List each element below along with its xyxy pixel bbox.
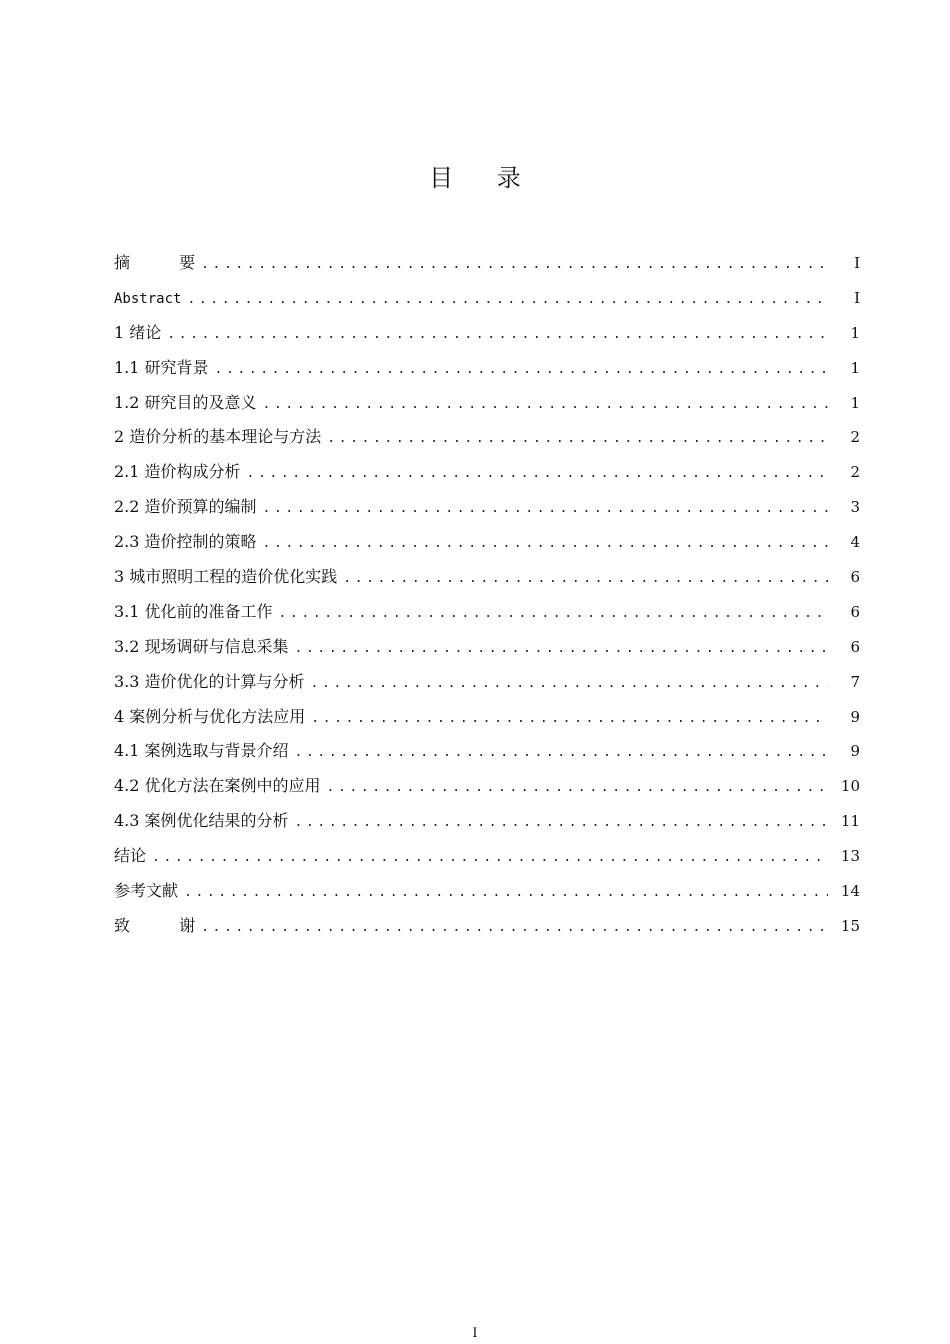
toc-entry-page: 15 <box>840 916 860 935</box>
toc-entry-section-3-1[interactable] <box>114 595 860 630</box>
toc-entry-label: 3.3 造价优化的计算与分析 <box>114 671 305 691</box>
toc-dot-leader <box>247 457 828 492</box>
toc-entry-page: 4 <box>850 533 860 552</box>
toc-entry-label: 1.1 研究背景 <box>114 357 209 377</box>
toc-entry-page: 9 <box>850 707 860 726</box>
toc-entry-label: 致 谢 <box>114 915 218 935</box>
toc-dot-leader <box>201 911 828 946</box>
toc-dot-leader <box>263 492 828 527</box>
toc-entry-section-4-3[interactable] <box>114 804 860 839</box>
toc-entry-label: 参考文献 <box>114 881 179 901</box>
toc-entry-section-2-3[interactable] <box>114 525 860 560</box>
toc-entry-abstract-en[interactable] <box>114 281 860 316</box>
toc-entry-chapter-4[interactable] <box>114 700 860 735</box>
toc-dot-leader <box>152 841 828 876</box>
toc-dot-leader <box>279 597 828 632</box>
toc-entry-label: 4.1 案例选取与背景介绍 <box>114 741 289 761</box>
toc-dot-leader <box>167 318 828 353</box>
page-title: 目 录 <box>429 164 539 192</box>
toc-entry-page: 11 <box>840 812 860 831</box>
toc-entry-section-4-2[interactable] <box>114 769 860 804</box>
toc-dot-leader <box>295 736 828 771</box>
toc-entry-page: 1 <box>850 358 860 377</box>
toc-entry-label: 4.2 优化方法在案例中的应用 <box>114 776 321 796</box>
toc-entry-label: Abstract <box>114 290 182 307</box>
toc-entry-chapter-3[interactable] <box>114 560 860 595</box>
toc-entry-label: 2.1 造价构成分析 <box>114 462 241 482</box>
toc-entry-references[interactable] <box>114 874 860 909</box>
toc-entry-section-4-1[interactable] <box>114 734 860 769</box>
toc-dot-leader <box>311 667 828 702</box>
toc-entry-label: 摘 要 <box>114 253 218 272</box>
toc-dot-leader <box>327 771 828 806</box>
toc-entry-label: 4.3 案例优化结果的分析 <box>114 811 289 831</box>
toc-entry-section-1-2[interactable] <box>114 386 860 421</box>
toc-dot-leader <box>215 353 828 388</box>
toc-entry-page: 7 <box>850 672 860 691</box>
toc-dot-leader <box>184 876 828 911</box>
toc-entry-section-2-1[interactable] <box>114 455 860 490</box>
toc-entry-label: 2 造价分析的基本理论与方法 <box>114 427 322 447</box>
toc-entry-section-1-1[interactable] <box>114 351 860 386</box>
toc-dot-leader <box>295 632 828 667</box>
toc-dot-leader <box>295 806 828 841</box>
toc-entry-label: 3.1 优化前的准备工作 <box>114 601 273 621</box>
toc-entry-label: 4 案例分析与优化方法应用 <box>114 706 306 726</box>
toc-entry-page: I <box>854 288 860 307</box>
toc-entry-chapter-2[interactable] <box>114 420 860 455</box>
table-of-contents <box>114 246 860 944</box>
toc-entry-page: 1 <box>850 393 860 412</box>
toc-entry-label: 结论 <box>114 846 147 866</box>
toc-entry-section-3-2[interactable] <box>114 630 860 665</box>
toc-entry-page: 9 <box>850 742 860 761</box>
toc-entry-label: 1.2 研究目的及意义 <box>114 392 257 412</box>
toc-entry-section-2-2[interactable] <box>114 490 860 525</box>
toc-entry-section-3-3[interactable] <box>114 665 860 700</box>
toc-entry-acknowledgements[interactable] <box>114 909 860 944</box>
toc-entry-page: I <box>854 254 860 272</box>
toc-dot-leader <box>263 527 828 562</box>
toc-entry-abstract-cn[interactable] <box>114 246 860 281</box>
toc-entry-chapter-1[interactable] <box>114 316 860 351</box>
toc-entry-conclusion[interactable] <box>114 839 860 874</box>
toc-entry-page: 6 <box>850 602 860 621</box>
toc-entry-page: 2 <box>850 463 860 482</box>
toc-entry-page: 1 <box>850 323 860 342</box>
toc-dot-leader <box>343 562 828 597</box>
toc-dot-leader <box>327 422 828 457</box>
toc-entry-label: 1 绪论 <box>114 322 162 342</box>
toc-entry-label: 3 城市照明工程的造价优化实践 <box>114 567 338 587</box>
toc-entry-page: 6 <box>850 637 860 656</box>
toc-dot-leader <box>187 283 828 318</box>
page-number: I <box>472 1326 478 1341</box>
toc-dot-leader <box>311 702 828 737</box>
toc-entry-page: 13 <box>840 847 860 866</box>
toc-entry-page: 14 <box>840 882 860 901</box>
toc-entry-page: 6 <box>850 568 860 587</box>
toc-dot-leader <box>263 388 828 423</box>
toc-entry-label: 2.3 造价控制的策略 <box>114 532 257 552</box>
toc-entry-page: 2 <box>850 428 860 447</box>
toc-entry-page: 3 <box>850 498 860 517</box>
toc-entry-label: 2.2 造价预算的编制 <box>114 497 257 517</box>
toc-dot-leader <box>201 248 828 283</box>
toc-entry-label: 3.2 现场调研与信息采集 <box>114 636 289 656</box>
toc-entry-page: 10 <box>840 777 860 796</box>
